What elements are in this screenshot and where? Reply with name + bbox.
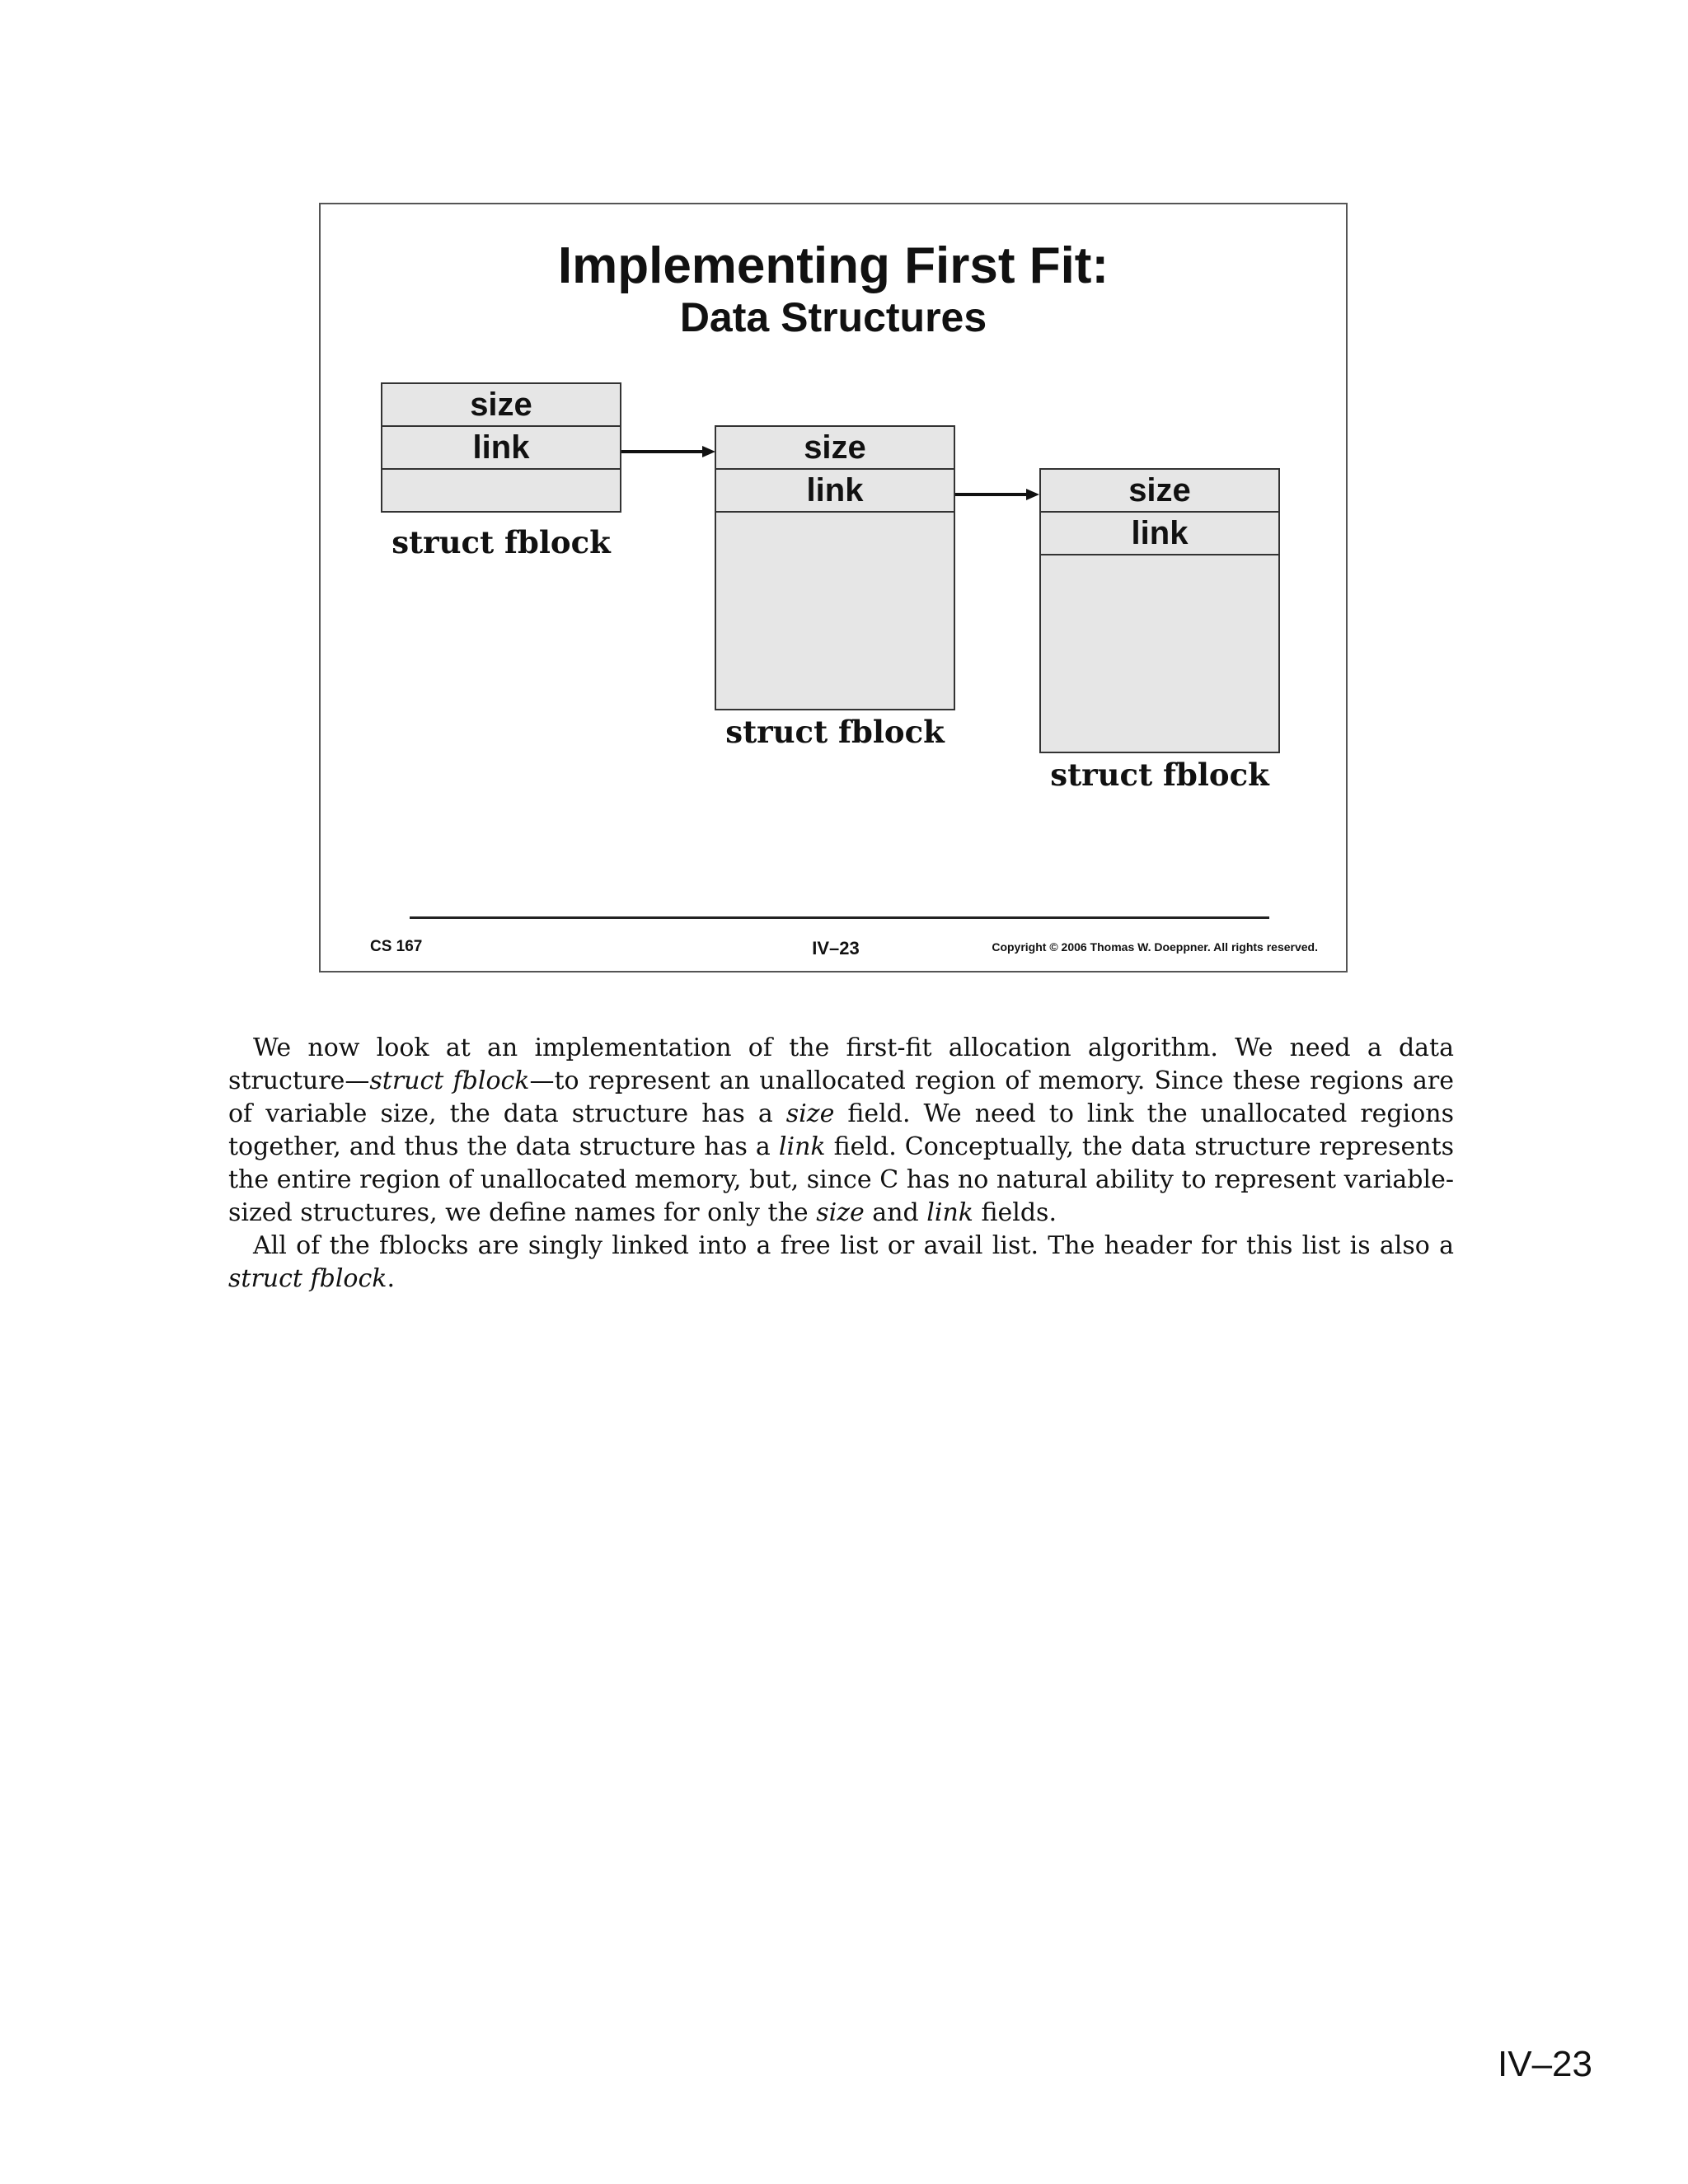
slide-footer-copyright: Copyright © 2006 Thomas W. Doeppner. All rights reserved.	[992, 940, 1318, 954]
notes-term: struct fblock	[369, 1066, 530, 1095]
fblock-1-link-field: link	[382, 427, 620, 470]
slide-title: Implementing First Fit:	[557, 237, 1109, 294]
lecture-notes	[228, 1032, 1454, 1296]
fblock-1-label: struct fblock	[392, 524, 611, 560]
fblock-3-link-field: link	[1041, 513, 1278, 555]
link-arrow-1	[621, 442, 720, 462]
notes-text: All of the fblocks are singly linked into a free list or avail list. The header for this list is also a	[253, 1231, 1454, 1260]
notes-text: and	[864, 1198, 927, 1227]
fblock-2-link-field: link	[716, 470, 954, 513]
notes-text: We now look at an implementation of the first-fit allocation algorithm. We need a data structure—	[228, 1033, 1454, 1095]
notes-term: size	[785, 1099, 835, 1128]
slide-footer-rule	[410, 916, 1269, 919]
notes-text: fields.	[973, 1198, 1057, 1227]
slide-footer-number: IV–23	[812, 938, 860, 958]
notes-paragraph-1	[228, 1032, 1454, 1230]
fblock-3-size-field: size	[1041, 470, 1278, 513]
fblock-2-size-field: size	[716, 427, 954, 470]
fblock-3-label: struct fblock	[1050, 757, 1269, 793]
notes-text: field. Conceptually, the data structure represents the entire region of unallocated memory, but, since C has no natural ability to represent variable-sized structures, we define names for only the	[228, 1132, 1454, 1227]
fblock-2-label: struct fblock	[725, 714, 945, 750]
notes-term: size	[816, 1198, 865, 1227]
notes-term: link	[926, 1198, 973, 1227]
fblock-1-body	[382, 470, 620, 513]
link-arrow-2	[955, 485, 1054, 504]
notes-term: struct fblock	[228, 1264, 387, 1293]
slide-footer-course: CS 167	[370, 938, 423, 955]
slide-frame	[319, 203, 1348, 972]
notes-term: link	[778, 1132, 826, 1161]
fblock-1-size-field: size	[382, 384, 620, 427]
notes-text: —to represent an unallocated region of memory. Since these regions are of variable size, the data structure has a	[228, 1066, 1454, 1128]
fblock-2	[715, 425, 955, 710]
fblock-3	[1039, 468, 1280, 753]
page-number: IV–23	[1498, 2044, 1592, 2084]
notes-text: field. We need to link the unallocated regions together, and thus the data structure has a	[228, 1099, 1454, 1161]
notes-paragraph-2	[228, 1230, 1454, 1296]
fblock-1	[381, 382, 621, 513]
notes-text: .	[387, 1264, 395, 1293]
slide-subtitle: Data Structures	[679, 294, 987, 340]
